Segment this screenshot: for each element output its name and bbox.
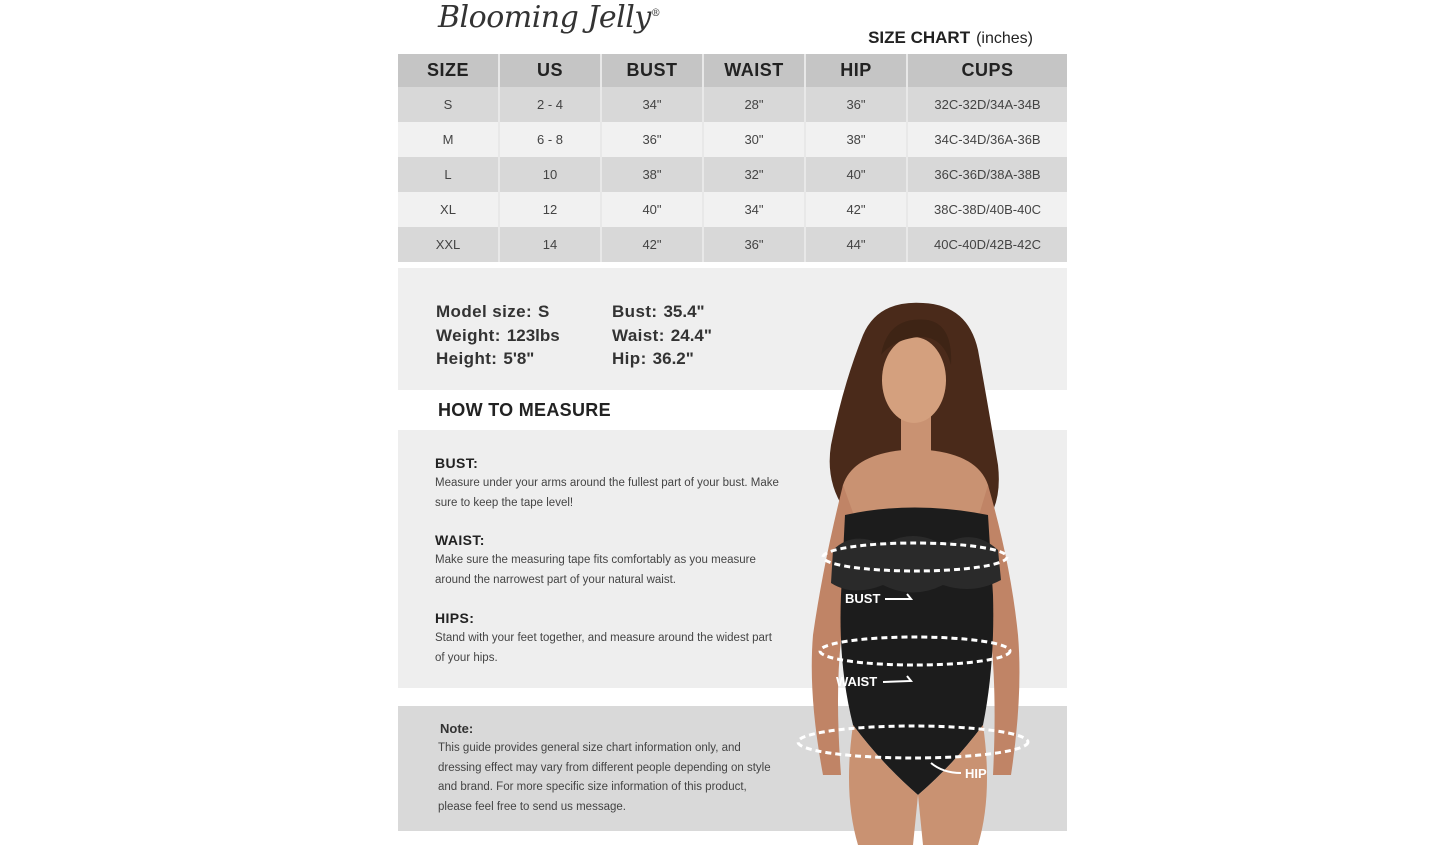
table-row <box>398 227 1067 262</box>
hip-label: HIP <box>965 766 987 781</box>
cell-bust: 36" <box>601 122 703 157</box>
table-row <box>398 157 1067 192</box>
model-waist-value: 24.4" <box>670 325 712 345</box>
model-bust-label: Bust: <box>612 302 658 321</box>
size-chart-title <box>868 28 1033 48</box>
measure-hips-desc: Stand with your feet together, and measure around the widest part of your hips. <box>435 632 772 664</box>
model-hip-value: 36.2" <box>652 349 694 368</box>
cell-hip: 36" <box>805 87 907 122</box>
cell-us: 10 <box>499 157 601 192</box>
model-height-line <box>436 347 560 371</box>
cell-waist: 28" <box>703 87 805 122</box>
model-size-line <box>436 300 560 324</box>
cell-us: 6 - 8 <box>499 122 601 157</box>
table-row <box>398 87 1067 122</box>
model-bust-line <box>612 300 712 324</box>
model-weight-line <box>436 324 560 348</box>
table-row <box>398 192 1067 227</box>
cell-size: S <box>398 87 499 122</box>
cell-cups: 32C-32D/34A-34B <box>907 87 1067 122</box>
model-illustration <box>783 295 1067 845</box>
header-size: SIZE <box>398 54 499 87</box>
measure-bust-desc: Measure under your arms around the fullest part of your bust. Make sure to keep the tape level! <box>435 477 779 509</box>
model-bust-value: 35.4" <box>663 302 705 321</box>
cell-bust: 40" <box>601 192 703 227</box>
cell-waist: 32" <box>703 157 805 192</box>
model-size-value: S <box>538 302 550 321</box>
header-cups: CUPS <box>907 54 1067 87</box>
cell-bust: 34" <box>601 87 703 122</box>
bust-label: BUST <box>845 591 881 606</box>
model-face <box>882 337 946 423</box>
cell-bust: 38" <box>601 157 703 192</box>
measure-hips-title: HIPS: <box>435 610 475 626</box>
model-hip-label: Hip: <box>612 349 647 368</box>
measure-bust-section <box>435 455 780 513</box>
cell-us: 12 <box>499 192 601 227</box>
note-text: This guide provides general size chart information only, and dressing effect may vary from different people depending on style and brand. For more specific size information of this product, please feel free to send us message. <box>438 742 771 813</box>
waist-label: WAIST <box>836 674 878 689</box>
header-us: US <box>499 54 601 87</box>
how-to-measure-title: HOW TO MEASURE <box>438 400 611 420</box>
model-info-right <box>612 300 712 371</box>
cell-cups: 36C-36D/38A-38B <box>907 157 1067 192</box>
table-row <box>398 122 1067 157</box>
cell-size: M <box>398 122 499 157</box>
measure-bust-title: BUST: <box>435 455 479 471</box>
model-weight-label: Weight: <box>436 325 501 345</box>
cell-hip: 44" <box>805 227 907 262</box>
cell-size: L <box>398 157 499 192</box>
model-size-label: Model size: <box>436 302 533 321</box>
measure-hips-section <box>435 610 780 668</box>
model-waist-label: Waist: <box>612 325 665 345</box>
model-hip-line <box>612 347 712 371</box>
size-chart-card <box>398 0 1067 845</box>
cell-waist: 30" <box>703 122 805 157</box>
cell-waist: 34" <box>703 192 805 227</box>
measure-waist-desc: Make sure the measuring tape fits comfortably as you measure around the narrowest part of your natural waist. <box>435 554 756 586</box>
cell-waist: 36" <box>703 227 805 262</box>
cell-cups: 38C-38D/40B-40C <box>907 192 1067 227</box>
note-title: Note: <box>440 721 474 736</box>
cell-hip: 40" <box>805 157 907 192</box>
brand-name: Blooming Jelly <box>438 0 651 35</box>
brand-registered-mark: ® <box>650 8 661 19</box>
table-header-row <box>398 54 1067 87</box>
measure-waist-section <box>435 532 780 590</box>
model-height-value: 5'8" <box>503 349 535 368</box>
cell-bust: 42" <box>601 227 703 262</box>
size-chart-units: (inches) <box>976 30 1033 47</box>
header-waist: WAIST <box>703 54 805 87</box>
cell-us: 2 - 4 <box>499 87 601 122</box>
model-info-left <box>436 300 560 371</box>
cell-size: XXL <box>398 227 499 262</box>
brand-logo <box>438 0 660 35</box>
header-bust: BUST <box>601 54 703 87</box>
header-hip: HIP <box>805 54 907 87</box>
cell-us: 14 <box>499 227 601 262</box>
size-chart-title-text: SIZE CHART <box>868 28 971 47</box>
model-waist-line <box>612 324 712 348</box>
cell-hip: 38" <box>805 122 907 157</box>
measure-waist-title: WAIST: <box>435 532 485 548</box>
size-table <box>398 54 1067 262</box>
cell-cups: 40C-40D/42B-42C <box>907 227 1067 262</box>
cell-size: XL <box>398 192 499 227</box>
model-weight-value: 123lbs <box>506 325 560 345</box>
cell-hip: 42" <box>805 192 907 227</box>
model-height-label: Height: <box>436 349 498 368</box>
cell-cups: 34C-34D/36A-36B <box>907 122 1067 157</box>
